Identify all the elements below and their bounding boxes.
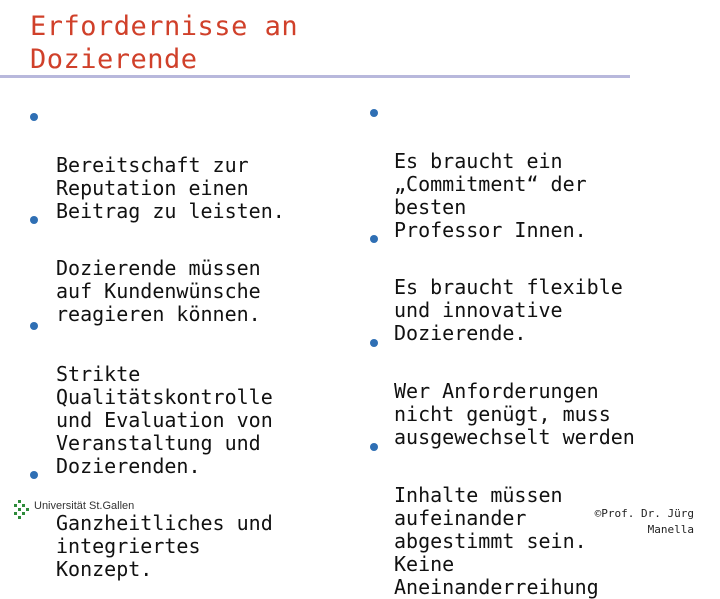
left-list-item-text: Strikte Qualitätskontrolle und Evaluation von Veranstaltung und Dozierenden. xyxy=(56,362,273,478)
slide-title xyxy=(30,10,298,76)
right-list-item xyxy=(368,230,623,345)
university-logo xyxy=(12,498,162,524)
round-bullet-icon xyxy=(370,109,378,117)
right-list-item-text: Es braucht flexible und innovative Dozierende. xyxy=(394,275,623,345)
slide-footer xyxy=(595,506,694,538)
title-underline xyxy=(0,75,630,78)
left-list-item xyxy=(30,108,285,223)
slide-title-line-1: Erfordernisse an xyxy=(30,11,299,42)
round-bullet-icon xyxy=(30,113,38,121)
footer-name: Manella xyxy=(647,523,694,536)
slide-title-line-2: Dozierende xyxy=(30,44,198,75)
left-list-item-text: Bereitschaft zur Reputation einen Beitrag zu leisten. xyxy=(56,153,285,223)
left-list-item-text: Dozierende müssen auf Kundenwünsche reagieren können. xyxy=(56,256,261,326)
university-logo-icon xyxy=(12,498,32,524)
right-list-item xyxy=(368,104,587,242)
right-list-item-text: Es braucht ein „Commitment“ der besten Professor Innen. xyxy=(394,149,587,242)
footer-copyright: ©Prof. Dr. Jürg xyxy=(594,507,694,520)
left-list-item xyxy=(30,317,273,478)
round-bullet-icon xyxy=(30,322,38,330)
round-bullet-icon xyxy=(370,235,378,243)
left-list-item-text: Ganzheitliches und integriertes Konzept. xyxy=(56,511,273,581)
left-list-item xyxy=(30,211,261,326)
university-logo-text: Universität St.Gallen xyxy=(34,500,135,512)
right-list-item xyxy=(368,334,635,449)
round-bullet-icon xyxy=(370,339,378,347)
right-list-item-text: Inhalte müssen aufeinander abgestimmt sein. Keine Aneinanderreihung xyxy=(394,483,599,599)
round-bullet-icon xyxy=(370,443,378,451)
round-bullet-icon xyxy=(30,216,38,224)
right-list-item xyxy=(368,438,599,599)
right-list-item-text: Wer Anforderungen nicht genügt, muss ausgewechselt werden xyxy=(394,379,635,449)
round-bullet-icon xyxy=(30,471,38,479)
